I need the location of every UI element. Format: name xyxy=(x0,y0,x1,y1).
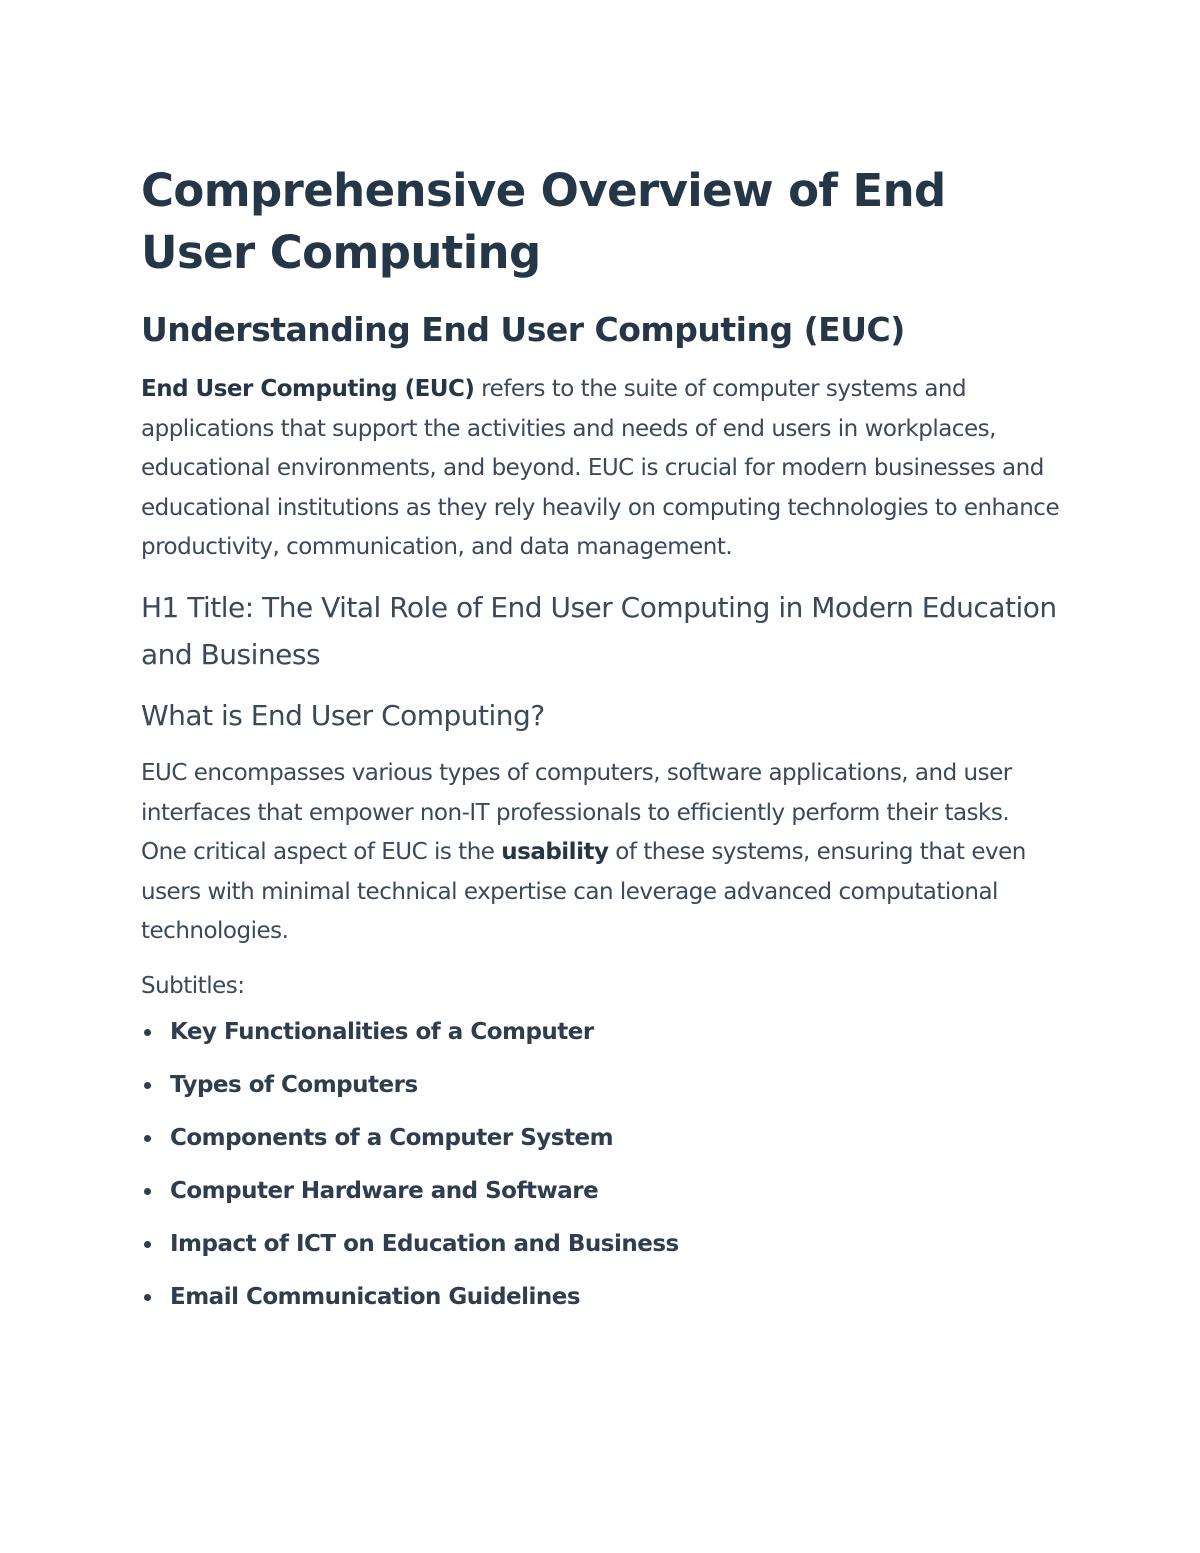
h1-title-heading: H1 Title: The Vital Role of End User Computing in Modern Education and Business xyxy=(141,590,1057,671)
bullet-icon xyxy=(144,1294,151,1301)
list-item-label: Impact of ICT on Education and Business xyxy=(170,1230,679,1257)
subtitles-list xyxy=(141,1016,1061,1313)
bullet-icon xyxy=(144,1029,151,1036)
what-is-heading: What is End User Computing? xyxy=(141,698,545,732)
document-page xyxy=(141,160,1061,1334)
what-is-text-after: of these systems, ensuring that even users with minimal technical expertise can leverage advanced computational technologies. xyxy=(141,839,1026,945)
subtitles-label: Subtitles: xyxy=(141,972,245,999)
list-item-label: Components of a Computer System xyxy=(170,1124,614,1151)
intro-bold-term: End User Computing (EUC) xyxy=(141,376,475,402)
list-item xyxy=(141,1016,1061,1048)
list-item xyxy=(141,1122,1061,1154)
bullet-icon xyxy=(144,1188,151,1195)
usability-term: usability xyxy=(501,839,609,866)
list-item xyxy=(141,1175,1061,1207)
list-item xyxy=(141,1069,1061,1101)
list-item-label: Types of Computers xyxy=(170,1071,418,1098)
list-item xyxy=(141,1228,1061,1260)
list-item-label: Key Functionalities of a Computer xyxy=(170,1018,594,1045)
what-is-paragraph xyxy=(141,754,1061,952)
bullet-icon xyxy=(144,1135,151,1142)
list-item xyxy=(141,1281,1061,1313)
document-title: Comprehensive Overview of End User Computing xyxy=(141,164,946,279)
intro-text: refers to the suite of computer systems and applications that support the activities and needs of end users in workplaces, educational environments, and beyond. EUC is crucial for modern businesses and educational institutions as they rely heavily on computing technologies to enhance productivity, communication, and data management. xyxy=(141,376,1060,561)
intro-paragraph xyxy=(141,370,1061,568)
bullet-icon xyxy=(144,1241,151,1248)
what-is-text-before: EUC encompasses various types of computers, software applications, and user interfaces that empower non-IT professionals to efficiently perform their tasks. One critical aspect of EUC is the xyxy=(141,759,1012,866)
list-item-label: Email Communication Guidelines xyxy=(170,1283,581,1310)
section-title: Understanding End User Computing (EUC) xyxy=(141,310,905,349)
list-item-label: Computer Hardware and Software xyxy=(170,1177,599,1204)
bullet-icon xyxy=(144,1082,151,1089)
